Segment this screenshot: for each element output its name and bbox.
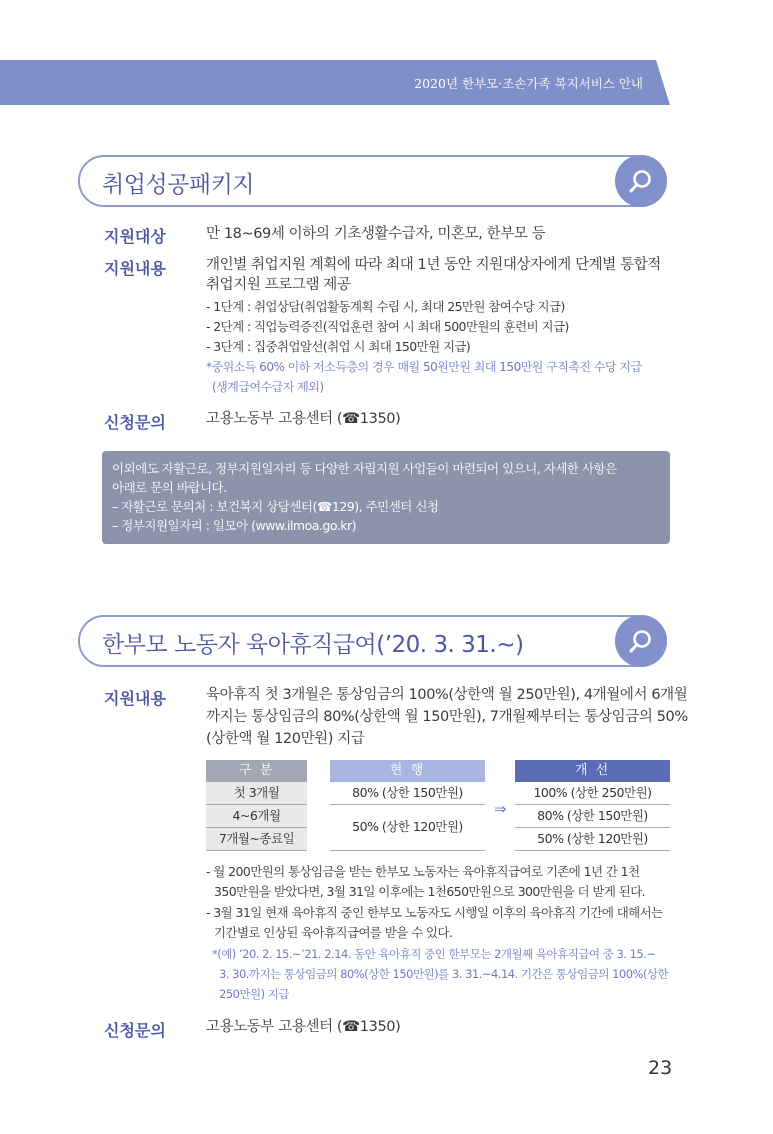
- target-label: 지원대상: [104, 227, 166, 246]
- content-line: 개인별 취업지원 계획에 따라 최대 1년 동안 지원대상자에게 단계별 통합적: [206, 257, 661, 273]
- step-item: - 1단계 : 취업상담(취업활동계획 수립 시, 최대 25만원 참여수당 지급): [206, 299, 565, 314]
- table-cell-current: 80% (상한 150만원): [352, 785, 463, 800]
- page-number: 23: [648, 1057, 673, 1079]
- contact-text: 고용노동부 고용센터 (☎1350): [206, 1019, 401, 1035]
- arrow-icon: ⇒: [493, 800, 507, 818]
- contact-label: 신청문의: [104, 1021, 166, 1040]
- table-cell-period: 7개월~종료일: [206, 828, 307, 850]
- table-cell-period: 4~6개월: [206, 805, 307, 827]
- table-cell-period: 첫 3개월: [206, 782, 307, 804]
- table-header-current: 현 행: [330, 760, 485, 782]
- table-cell-improved: 80% (상한 150만원): [537, 808, 648, 823]
- content-line: 까지는 통상임금의 80%(상한액 월 150만원), 7개월째부터는 통상임금의 50%: [206, 709, 688, 725]
- info-line: – 정부지원일자리 : 일모아 (www.ilmoa.go.kr): [112, 518, 356, 533]
- info-box: [102, 451, 670, 544]
- example-text: 3. 30.까지는 통상임금의 80%(상한 150만원)를 3. 31.~4.14. 기간은 통상임금의 100%(상한: [219, 967, 669, 981]
- table-divider: [515, 827, 670, 828]
- info-line: – 자활근로 문의처 : 보건복지 상담센터(☎129), 주민센터 신청: [112, 499, 439, 514]
- table-header-period: 구 분: [206, 760, 307, 782]
- table-divider: [206, 804, 307, 805]
- bullet-line: - 월 200만원의 통상임금을 받는 한부모 노동자는 육아휴직급여로 기존에 1년 간 1천: [206, 864, 640, 879]
- content-label: 지원내용: [104, 259, 166, 278]
- content-line: 취업지원 프로그램 제공: [206, 277, 351, 293]
- contact-label: 신청문의: [104, 413, 166, 432]
- example-text: 250만원) 지급: [219, 987, 290, 1001]
- bullet-line: - 3월 31일 현재 육아휴직 중인 한부모 노동자도 시행일 이후의 육아휴직 기간에 대해서는: [206, 905, 663, 920]
- table-divider: [515, 850, 670, 851]
- section1-title: 취업성공패키지: [102, 172, 255, 198]
- section1-title-bar: [78, 155, 667, 207]
- table-divider: [206, 827, 307, 828]
- table-header-improved: 개 선: [515, 760, 670, 782]
- table-divider: [330, 850, 485, 851]
- header-title: 2020년 한부모·조손가족 복지서비스 안내: [414, 76, 643, 91]
- info-line: 아래로 문의 바랍니다.: [112, 480, 227, 495]
- example-text: *(예) ’20. 2. 15.~’21. 2.14. 동안 육아휴직 중인 한부모는 2개월째 육아휴직급여 중 3. 15.~: [212, 947, 656, 961]
- target-text: 만 18~69세 이하의 기초생활수급자, 미혼모, 한부모 등: [206, 226, 546, 242]
- note-text: *중위소득 60% 이하 저소득층의 경우 매월 50원만원 최대 150만원 구직촉진 수당 지급: [206, 360, 642, 374]
- table-cell-improved: 50% (상한 120만원): [537, 831, 648, 846]
- step-item: - 3단계 : 집중취업알선(취업 시 최대 150만원 지급): [206, 339, 471, 354]
- content-line: (상한액 월 120만원) 지급: [206, 731, 365, 747]
- table-cell-improved: 100% (상한 250만원): [533, 785, 652, 800]
- search-icon: [615, 155, 667, 207]
- table-cell-current: 50% (상한 120만원): [352, 819, 463, 834]
- table-divider: [330, 804, 485, 805]
- section2-title: 한부모 노동자 육아휴직급여(’20. 3. 31.~): [102, 632, 524, 658]
- contact-text: 고용노동부 고용센터 (☎1350): [206, 411, 401, 427]
- info-line: 이외에도 자활근로, 정부지원일자리 등 다양한 자립지원 사업들이 마련되어 있으니, 자세한 사항은: [112, 461, 617, 476]
- search-icon: [615, 615, 667, 667]
- bullet-line: 기간별로 인상된 육아휴직급여를 받을 수 있다.: [214, 925, 453, 940]
- bullet-line: 350만원을 받았다면, 3월 31일 이후에는 1천650만원으로 300만원을 더 받게 된다.: [214, 884, 646, 899]
- table-divider: [515, 804, 670, 805]
- note-text: (생계급여수급자 제외): [212, 380, 324, 394]
- content-line: 육아휴직 첫 3개월은 통상임금의 100%(상한액 월 250만원), 4개월에서 6개월: [206, 687, 688, 703]
- table-divider: [206, 850, 307, 851]
- section2-title-bar: [78, 615, 667, 667]
- content-label: 지원내용: [104, 689, 166, 708]
- step-item: - 2단계 : 직업능력증진(직업훈련 참여 시 최대 500만원의 훈련비 지급): [206, 319, 569, 334]
